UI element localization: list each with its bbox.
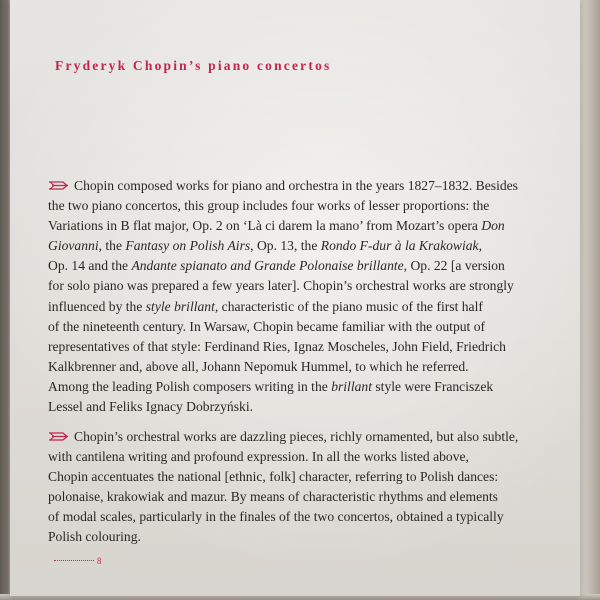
page-number (54, 556, 103, 566)
text-line (48, 397, 578, 417)
text-run: Kalkbrenner and, above all, Johann Nepomuk Hummel, to which he referred. (48, 358, 469, 374)
text-run: style were Franciszek (371, 378, 494, 394)
text-run: polonaise, krakowiak and mazur. By means of characteristic rhythms and elements (48, 489, 498, 505)
text-line (48, 487, 578, 507)
text-run: Among the leading Polish composers writing in the (48, 378, 332, 394)
text-run: influenced by the (48, 298, 146, 314)
text-line (48, 357, 578, 377)
italic-run: Rondo F-dur à la Krakowiak (320, 238, 479, 254)
text-line (48, 317, 578, 337)
text-line (48, 467, 578, 487)
text-line (48, 507, 578, 527)
folio-rule (54, 560, 94, 561)
text-run: of the nineteenth century. In Warsaw, Chopin became familiar with the output of (48, 318, 486, 334)
booklet-page (10, 0, 580, 596)
text-line (48, 276, 578, 296)
italic-run: Andante spianato and Grande Polonaise brillante (131, 258, 404, 274)
italic-run: style brillant (145, 298, 215, 314)
text-line (48, 236, 578, 256)
text-run: , the (98, 238, 126, 254)
text-run: Polish colouring. (48, 529, 141, 545)
text-run: Chopin’s orchestral works are dazzling pieces, richly ornamented, but also subtle, (74, 429, 519, 444)
text-line (48, 256, 578, 276)
text-line (48, 297, 578, 317)
text-line (48, 337, 578, 357)
text-run: Chopin composed works for piano and orchestra in the years 1827–1832. Besides (74, 178, 518, 193)
paragraph-mark-icon (48, 431, 70, 442)
text-run: Op. 14 and the (48, 258, 132, 274)
text-line (48, 447, 578, 467)
text-run: the two piano concertos, this group includes four works of lesser proportions: the (48, 198, 490, 214)
text-run: of modal scales, particularly in the finales of the two concertos, obtained a typically (48, 509, 504, 525)
text-line (48, 377, 578, 397)
italic-run: Fantasy on Polish Airs (125, 238, 251, 254)
page-edge (580, 0, 600, 600)
text-run: , Op. 22 [a version (403, 258, 505, 274)
text-run: Chopin accentuates the national [ethnic, folk] character, referring to Polish dances: (48, 469, 499, 485)
paragraph-2 (48, 427, 578, 548)
text-line (48, 196, 578, 216)
text-run: representatives of that style: Ferdinand Ries, Ignaz Moscheles, John Field, Friedrich (48, 338, 506, 354)
text-run: with cantilena writing and profound expression. In all the works listed above, (48, 449, 469, 465)
paragraph-mark-icon (48, 180, 70, 191)
page-title: Fryderyk Chopin’s piano concertos (55, 58, 332, 73)
italic-run: brillant (331, 378, 372, 394)
italic-run: Giovanni (48, 238, 99, 254)
text-line (48, 176, 578, 196)
text-line (48, 427, 578, 447)
text-line (48, 216, 578, 236)
text-run: for solo piano was prepared a few years later]. Chopin’s orchestral works are strongly (48, 278, 514, 294)
text-run: , (478, 238, 483, 254)
page-number-text: 8 (97, 556, 103, 566)
paragraph-1 (48, 176, 578, 417)
italic-run: Don (481, 218, 505, 234)
text-run: , Op. 13, the (250, 238, 321, 254)
text-run: Lessel and Feliks Ignacy Dobrzyński. (48, 399, 253, 415)
text-run: Variations in B flat major, Op. 2 on ‘Là ci darem la mano’ from Mozart’s opera (48, 218, 482, 234)
text-line (48, 527, 578, 547)
text-run: , characteristic of the piano music of the first half (214, 298, 483, 314)
